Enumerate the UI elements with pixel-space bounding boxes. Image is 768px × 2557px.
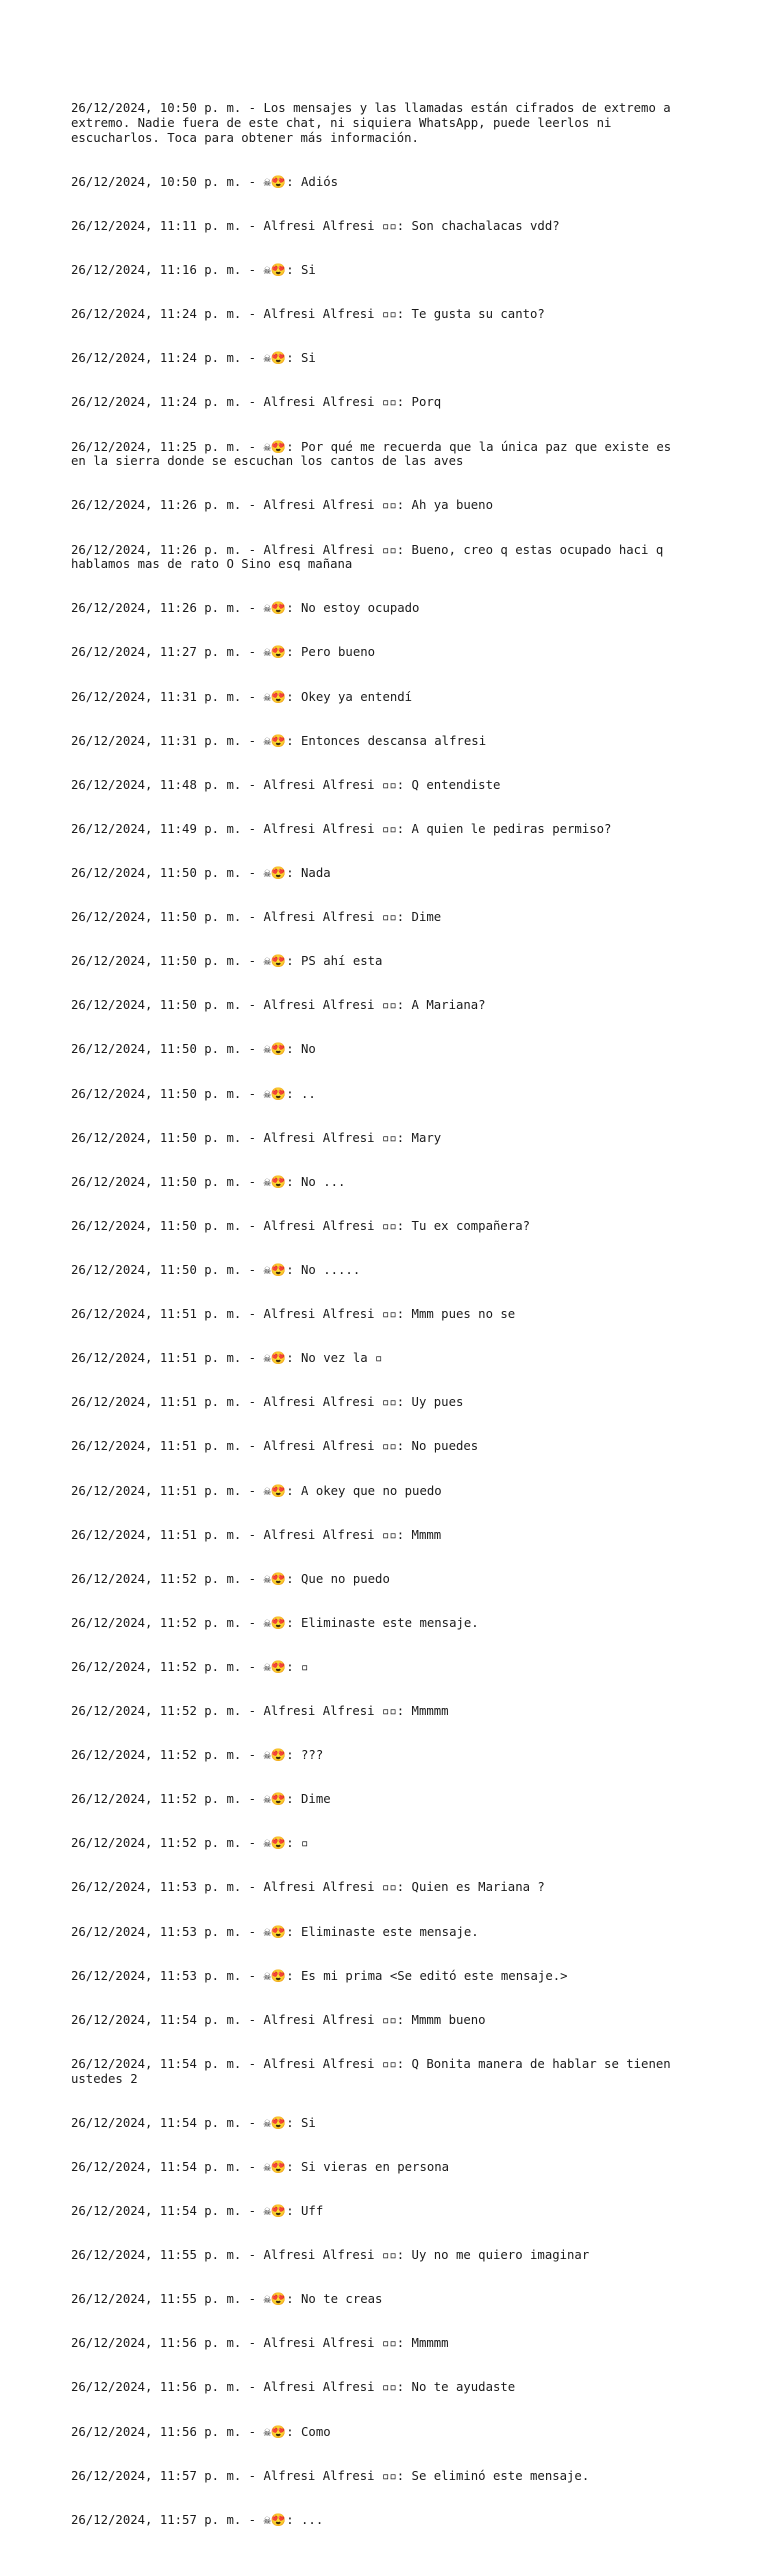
chat-line — [71, 1131, 691, 1146]
chat-line — [71, 1087, 691, 1102]
chat-line — [71, 219, 691, 234]
chat-line-text: 26/12/2024, 11:50 p. m. - Alfresi Alfresi ▫▫: Mary — [71, 1130, 442, 1145]
chat-line — [71, 778, 691, 793]
chat-line-text: 26/12/2024, 11:24 p. m. - ☠😍: Si — [71, 351, 316, 366]
chat-line-text: 26/12/2024, 11:27 p. m. - ☠😍: Pero bueno — [71, 645, 376, 660]
chat-line-text: 26/12/2024, 11:26 p. m. - Alfresi Alfresi ▫▫: Ah ya bueno — [71, 498, 493, 513]
chat-line — [71, 498, 691, 513]
chat-line — [71, 351, 691, 366]
chat-line — [71, 2425, 691, 2440]
chat-line-text: 26/12/2024, 11:48 p. m. - Alfresi Alfresi ▫▫: Q entendiste — [71, 777, 501, 792]
chat-line-text: 26/12/2024, 11:54 p. m. - ☠😍: Si — [71, 2115, 316, 2130]
chat-line-text: 26/12/2024, 11:52 p. m. - ☠😍: ▫ — [71, 1836, 309, 1851]
chat-line-text: 26/12/2024, 11:25 p. m. - ☠😍: Por qué me recuerda que la única paz que existe es en la sierra donde se escuchan los cantos de las aves — [71, 439, 679, 469]
chat-line — [71, 1969, 691, 1984]
chat-line — [71, 543, 691, 572]
chat-line — [71, 307, 691, 322]
chat-line-text: 26/12/2024, 11:51 p. m. - ☠😍: A okey que no puedo — [71, 1483, 442, 1498]
chat-line — [71, 1439, 691, 1454]
chat-line — [71, 440, 691, 469]
chat-line-text: 26/12/2024, 11:49 p. m. - Alfresi Alfresi ▫▫: A quien le pediras permiso? — [71, 821, 612, 836]
chat-line-text: 26/12/2024, 11:56 p. m. - Alfresi Alfresi ▫▫: Mmmmm — [71, 2336, 449, 2351]
chat-line — [71, 1528, 691, 1543]
chat-line-encryption-notice — [71, 101, 691, 145]
chat-log — [71, 72, 691, 2557]
chat-line-text: 26/12/2024, 11:54 p. m. - Alfresi Alfresi ▫▫: Q Bonita manera de hablar se tienen ustedes 2 — [71, 2056, 679, 2086]
chat-line-text: 26/12/2024, 10:50 p. m. - ☠😍: Adiós — [71, 174, 339, 189]
chat-line-text: 26/12/2024, 11:31 p. m. - ☠😍: Okey ya entendí — [71, 689, 413, 704]
chat-line — [71, 2248, 691, 2263]
chat-line — [71, 954, 691, 969]
chat-line — [71, 1616, 691, 1631]
chat-line — [71, 2292, 691, 2307]
chat-line-text: 26/12/2024, 11:55 p. m. - ☠😍: No te creas — [71, 2292, 383, 2307]
chat-line-text: 26/12/2024, 11:50 p. m. - Alfresi Alfresi ▫▫: A Mariana? — [71, 998, 486, 1013]
chat-line-text: 26/12/2024, 11:51 p. m. - Alfresi Alfresi ▫▫: Mmm pues no se — [71, 1307, 516, 1322]
chat-line — [71, 1395, 691, 1410]
chat-line-text: 26/12/2024, 11:53 p. m. - ☠😍: Es mi prima <Se editó este mensaje.> — [71, 1968, 568, 1983]
chat-line-text: 26/12/2024, 11:50 p. m. - Alfresi Alfresi ▫▫: Tu ex compañera? — [71, 1218, 531, 1233]
chat-line — [71, 2513, 691, 2528]
chat-line — [71, 2336, 691, 2351]
chat-line-text: 26/12/2024, 11:54 p. m. - Alfresi Alfresi ▫▫: Mmmm bueno — [71, 2012, 486, 2027]
chat-line — [71, 2057, 691, 2086]
chat-line-text: 26/12/2024, 11:57 p. m. - Alfresi Alfresi ▫▫: Se eliminó este mensaje. — [71, 2468, 590, 2483]
chat-line — [71, 1175, 691, 1190]
chat-line-text: 26/12/2024, 11:54 p. m. - ☠😍: Si vieras en persona — [71, 2159, 450, 2174]
chat-line — [71, 822, 691, 837]
chat-line-text: 26/12/2024, 11:51 p. m. - Alfresi Alfresi ▫▫: Uy pues — [71, 1395, 464, 1410]
chat-line — [71, 175, 691, 190]
chat-line — [71, 1351, 691, 1366]
chat-line — [71, 263, 691, 278]
chat-line-text: 26/12/2024, 11:52 p. m. - Alfresi Alfresi ▫▫: Mmmmm — [71, 1704, 449, 1719]
chat-line-text: 26/12/2024, 11:26 p. m. - ☠😍: No estoy ocupado — [71, 601, 420, 616]
chat-line — [71, 1307, 691, 1322]
chat-line — [71, 1925, 691, 1940]
chat-line — [71, 2116, 691, 2131]
chat-line-text: 26/12/2024, 11:31 p. m. - ☠😍: Entonces descansa alfresi — [71, 733, 487, 748]
chat-line — [71, 2204, 691, 2219]
chat-line-text: 26/12/2024, 11:55 p. m. - Alfresi Alfresi ▫▫: Uy no me quiero imaginar — [71, 2248, 590, 2263]
chat-line-text: 26/12/2024, 11:51 p. m. - Alfresi Alfresi ▫▫: Mmmm — [71, 1527, 442, 1542]
chat-line — [71, 998, 691, 1013]
chat-line — [71, 1660, 691, 1675]
chat-line-text: 26/12/2024, 10:50 p. m. - Los mensajes y las llamadas están cifrados de extremo a extremo. Nadie fuera de este chat, ni siquiera WhatsApp, puede leerlos ni escucharlos. Toca para obtener más información. — [71, 101, 679, 145]
chat-line — [71, 1219, 691, 1234]
chat-line-text: 26/12/2024, 11:56 p. m. - Alfresi Alfresi ▫▫: No te ayudaste — [71, 2380, 516, 2395]
chat-line — [71, 1836, 691, 1851]
chat-line-text: 26/12/2024, 11:54 p. m. - ☠😍: Uff — [71, 2203, 324, 2218]
chat-line — [71, 1704, 691, 1719]
chat-line — [71, 2469, 691, 2484]
chat-line-text: 26/12/2024, 11:53 p. m. - Alfresi Alfresi ▫▫: Quien es Mariana ? — [71, 1880, 545, 1895]
chat-line-text: 26/12/2024, 11:50 p. m. - ☠😍: .. — [71, 1086, 316, 1101]
chat-line — [71, 1263, 691, 1278]
chat-line-text: 26/12/2024, 11:26 p. m. - Alfresi Alfresi ▫▫: Bueno, creo q estas ocupado haci q hablamos mas de rato O Sino esq mañana — [71, 542, 671, 572]
chat-line-text: 26/12/2024, 11:52 p. m. - ☠😍: ??? — [71, 1748, 324, 1763]
chat-line — [71, 690, 691, 705]
chat-line-text: 26/12/2024, 11:52 p. m. - ☠😍: Que no puedo — [71, 1571, 390, 1586]
chat-line-text: 26/12/2024, 11:50 p. m. - ☠😍: No ..... — [71, 1262, 361, 1277]
chat-line-text: 26/12/2024, 11:52 p. m. - ☠😍: ▫ — [71, 1659, 309, 1674]
chat-line — [71, 395, 691, 410]
chat-line — [71, 1880, 691, 1895]
chat-line — [71, 2013, 691, 2028]
chat-line-text: 26/12/2024, 11:11 p. m. - Alfresi Alfresi ▫▫: Son chachalacas vdd? — [71, 219, 560, 234]
chat-line — [71, 645, 691, 660]
chat-line-text: 26/12/2024, 11:50 p. m. - Alfresi Alfresi ▫▫: Dime — [71, 910, 442, 925]
chat-line-text: 26/12/2024, 11:50 p. m. - ☠😍: Nada — [71, 865, 331, 880]
chat-line — [71, 1748, 691, 1763]
chat-line — [71, 734, 691, 749]
chat-line-text: 26/12/2024, 11:50 p. m. - ☠😍: PS ahí esta — [71, 954, 383, 969]
chat-line — [71, 1484, 691, 1499]
chat-line-text: 26/12/2024, 11:52 p. m. - ☠😍: Dime — [71, 1792, 331, 1807]
chat-line — [71, 2380, 691, 2395]
chat-line — [71, 1042, 691, 1057]
chat-line — [71, 910, 691, 925]
chat-line-text: 26/12/2024, 11:50 p. m. - ☠😍: No — [71, 1042, 316, 1057]
chat-line — [71, 2160, 691, 2175]
chat-line-text: 26/12/2024, 11:53 p. m. - ☠😍: Eliminaste este mensaje. — [71, 1924, 479, 1939]
chat-line-text: 26/12/2024, 11:24 p. m. - Alfresi Alfresi ▫▫: Porq — [71, 395, 442, 410]
chat-line-text: 26/12/2024, 11:56 p. m. - ☠😍: Como — [71, 2424, 331, 2439]
chat-line-text: 26/12/2024, 11:52 p. m. - ☠😍: Eliminaste este mensaje. — [71, 1615, 479, 1630]
chat-line-text: 26/12/2024, 11:24 p. m. - Alfresi Alfresi ▫▫: Te gusta su canto? — [71, 307, 545, 322]
chat-line — [71, 601, 691, 616]
chat-line-text: 26/12/2024, 11:16 p. m. - ☠😍: Si — [71, 263, 316, 278]
chat-line-text: 26/12/2024, 11:51 p. m. - Alfresi Alfresi ▫▫: No puedes — [71, 1439, 479, 1454]
chat-line-text: 26/12/2024, 11:50 p. m. - ☠😍: No ... — [71, 1174, 346, 1189]
chat-line — [71, 1572, 691, 1587]
chat-line — [71, 1792, 691, 1807]
chat-line — [71, 866, 691, 881]
chat-line-text: 26/12/2024, 11:57 p. m. - ☠😍: ... — [71, 2512, 324, 2527]
chat-line-text: 26/12/2024, 11:51 p. m. - ☠😍: No vez la ▫ — [71, 1351, 383, 1366]
